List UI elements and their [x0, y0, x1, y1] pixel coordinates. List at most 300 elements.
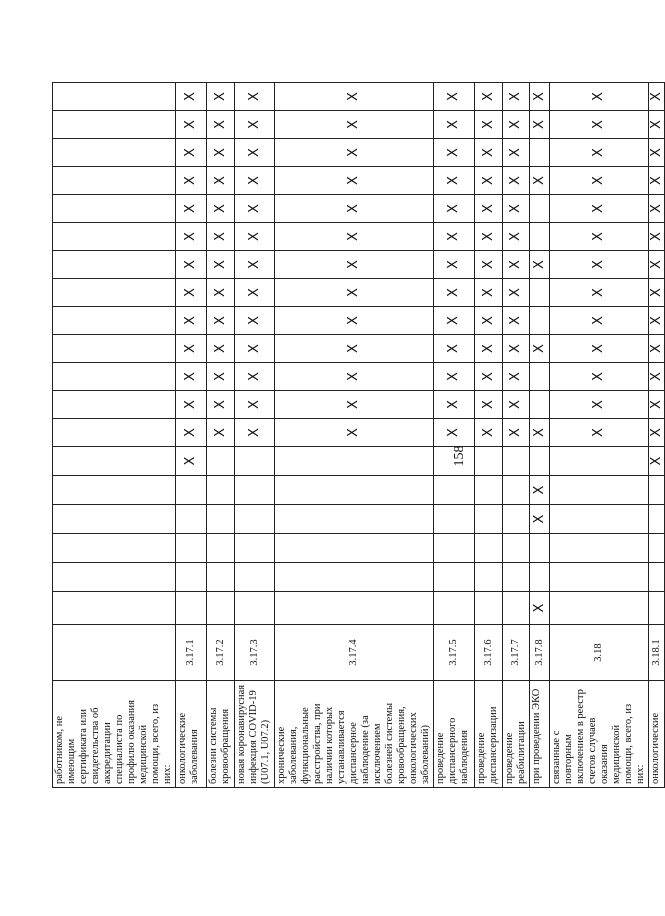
x-mark: X — [346, 344, 361, 353]
x-mark: X — [508, 232, 523, 241]
mark-cell — [176, 83, 207, 111]
x-mark: X — [212, 260, 228, 269]
mark-cell — [53, 363, 176, 391]
mark-cell — [434, 167, 475, 195]
x-mark: X — [446, 344, 461, 353]
mark-cell — [434, 447, 475, 476]
x-mark: X — [212, 288, 228, 297]
x-mark: X — [480, 92, 496, 101]
mark-cell — [550, 592, 649, 625]
mark-cell — [530, 563, 550, 592]
mark-cell — [275, 447, 434, 476]
mark-cell — [207, 251, 235, 279]
x-mark: X — [480, 288, 496, 297]
mark-cell — [649, 139, 665, 167]
mark-cell — [176, 476, 207, 505]
row-code: 3.17.7 — [503, 625, 530, 681]
x-mark: X — [480, 232, 496, 241]
x-mark: X — [648, 456, 664, 466]
mark-cell — [235, 563, 275, 592]
mark-cell — [275, 139, 434, 167]
mark-cell — [649, 307, 665, 335]
mark-cell — [550, 83, 649, 111]
x-mark: X — [446, 92, 461, 101]
x-mark: X — [508, 288, 523, 297]
mark-cell — [53, 563, 176, 592]
x-mark: X — [246, 428, 262, 437]
mark-cell — [530, 505, 550, 534]
x-mark: X — [591, 92, 606, 101]
x-mark: X — [531, 514, 547, 524]
x-mark: X — [508, 400, 523, 409]
x-mark: X — [346, 120, 361, 129]
x-mark: X — [508, 204, 523, 213]
x-mark: X — [591, 344, 606, 353]
x-mark: X — [446, 428, 461, 437]
x-mark: X — [183, 260, 198, 269]
mark-cell — [530, 223, 550, 251]
mark-cell — [275, 476, 434, 505]
x-mark: X — [183, 204, 198, 213]
x-mark: X — [648, 204, 664, 213]
x-mark: X — [446, 176, 461, 185]
mark-cell — [275, 505, 434, 534]
mark-cell — [475, 335, 503, 363]
x-mark: X — [183, 316, 198, 325]
x-mark: X — [480, 176, 496, 185]
table-row — [550, 83, 649, 788]
table-row — [235, 83, 275, 788]
x-mark: X — [480, 428, 496, 437]
x-mark: X — [508, 92, 523, 101]
mark-cell — [53, 419, 176, 447]
mark-cell — [503, 139, 530, 167]
mark-cell — [434, 307, 475, 335]
x-mark: X — [246, 148, 262, 157]
mark-cell — [649, 563, 665, 592]
mark-cell — [503, 223, 530, 251]
mark-cell — [503, 447, 530, 476]
x-mark: X — [591, 372, 606, 381]
mark-cell — [275, 335, 434, 363]
mark-cell — [235, 447, 275, 476]
mark-cell — [176, 563, 207, 592]
mark-cell — [550, 307, 649, 335]
mark-cell — [530, 447, 550, 476]
mark-cell — [207, 563, 235, 592]
row-code: 3.18 — [550, 625, 649, 681]
x-mark: X — [591, 148, 606, 157]
mark-cell — [53, 279, 176, 307]
mark-cell — [475, 563, 503, 592]
page-number: 158 — [452, 445, 467, 467]
mark-cell — [434, 251, 475, 279]
mark-cell — [207, 83, 235, 111]
x-mark: X — [648, 316, 664, 325]
mark-cell — [275, 195, 434, 223]
row-name: новая коронавирусная инфекция COVID-19 (U07.1, U07.2) — [235, 681, 275, 788]
mark-cell — [550, 505, 649, 534]
x-mark: X — [591, 428, 606, 437]
x-mark: X — [212, 232, 228, 241]
table-row — [434, 83, 475, 788]
mark-cell — [503, 83, 530, 111]
mark-cell — [475, 307, 503, 335]
mark-cell — [434, 279, 475, 307]
row-code: 3.17.6 — [475, 625, 503, 681]
mark-cell — [176, 363, 207, 391]
row-name: проведение диспансеризации — [475, 681, 503, 788]
mark-cell — [176, 534, 207, 563]
mark-cell — [530, 111, 550, 139]
x-mark: X — [183, 344, 198, 353]
mark-cell — [649, 419, 665, 447]
row-name: болезни системы кровообращения — [207, 681, 235, 788]
mark-cell — [475, 111, 503, 139]
mark-cell — [235, 195, 275, 223]
x-mark: X — [246, 92, 262, 101]
x-mark: X — [183, 288, 198, 297]
x-mark: X — [648, 400, 664, 409]
x-mark: X — [346, 176, 361, 185]
x-mark: X — [591, 260, 606, 269]
mark-cell — [550, 534, 649, 563]
x-mark: X — [531, 176, 547, 185]
row-code: 3.17.5 — [434, 625, 475, 681]
x-mark: X — [346, 428, 361, 437]
mark-cell — [207, 279, 235, 307]
mark-cell — [649, 279, 665, 307]
mark-cell — [235, 83, 275, 111]
x-mark: X — [212, 204, 228, 213]
mark-cell — [434, 391, 475, 419]
mark-cell — [475, 447, 503, 476]
mark-cell — [235, 167, 275, 195]
table-row — [176, 83, 207, 788]
mark-cell — [235, 363, 275, 391]
mark-cell — [530, 139, 550, 167]
x-mark: X — [183, 400, 198, 409]
x-mark: X — [508, 260, 523, 269]
x-mark: X — [212, 372, 228, 381]
mark-cell — [530, 251, 550, 279]
mark-cell — [235, 111, 275, 139]
x-mark: X — [531, 485, 547, 495]
x-mark: X — [246, 176, 262, 185]
mark-cell — [434, 563, 475, 592]
mark-cell — [530, 167, 550, 195]
table-row — [649, 83, 665, 788]
mark-cell — [207, 307, 235, 335]
x-mark: X — [246, 232, 262, 241]
mark-cell — [235, 476, 275, 505]
x-mark: X — [183, 148, 198, 157]
mark-cell — [275, 167, 434, 195]
mark-cell — [275, 391, 434, 419]
mark-cell — [550, 167, 649, 195]
mark-cell — [530, 363, 550, 391]
mark-cell — [53, 307, 176, 335]
mark-cell — [530, 391, 550, 419]
x-mark: X — [183, 428, 198, 437]
mark-cell — [649, 167, 665, 195]
mark-cell — [53, 447, 176, 476]
row-code — [53, 625, 176, 681]
data-table — [52, 82, 665, 788]
mark-cell — [475, 419, 503, 447]
mark-cell — [550, 363, 649, 391]
row-name: проведение диспансерного наблюдения — [434, 681, 475, 788]
x-mark: X — [480, 316, 496, 325]
x-mark: X — [648, 260, 664, 269]
x-mark: X — [346, 372, 361, 381]
x-mark: X — [212, 428, 228, 437]
x-mark: X — [446, 288, 461, 297]
mark-cell — [176, 447, 207, 476]
mark-cell — [176, 139, 207, 167]
x-mark: X — [591, 400, 606, 409]
mark-cell — [53, 335, 176, 363]
x-mark: X — [346, 92, 361, 101]
mark-cell — [176, 279, 207, 307]
mark-cell — [434, 111, 475, 139]
x-mark: X — [591, 176, 606, 185]
x-mark: X — [531, 120, 547, 129]
mark-cell — [207, 167, 235, 195]
mark-cell — [475, 534, 503, 563]
x-mark: X — [246, 120, 262, 129]
mark-cell — [550, 139, 649, 167]
mark-cell — [176, 307, 207, 335]
mark-cell — [434, 83, 475, 111]
row-code: 3.17.3 — [235, 625, 275, 681]
x-mark: X — [508, 148, 523, 157]
x-mark: X — [648, 148, 664, 157]
row-code: 3.17.4 — [275, 625, 434, 681]
mark-cell — [176, 111, 207, 139]
x-mark: X — [346, 232, 361, 241]
mark-cell — [275, 83, 434, 111]
x-mark: X — [246, 204, 262, 213]
mark-cell — [434, 534, 475, 563]
mark-cell — [530, 335, 550, 363]
mark-cell — [503, 505, 530, 534]
mark-cell — [550, 335, 649, 363]
x-mark: X — [591, 232, 606, 241]
mark-cell — [207, 111, 235, 139]
x-mark: X — [480, 120, 496, 129]
mark-cell — [550, 111, 649, 139]
mark-cell — [649, 223, 665, 251]
mark-cell — [176, 251, 207, 279]
row-name: при проведении ЭКО — [530, 681, 550, 788]
mark-cell — [475, 592, 503, 625]
x-mark: X — [591, 288, 606, 297]
mark-cell — [275, 534, 434, 563]
mark-cell — [53, 592, 176, 625]
mark-cell — [550, 391, 649, 419]
mark-cell — [649, 251, 665, 279]
x-mark: X — [648, 92, 664, 101]
mark-cell — [275, 363, 434, 391]
x-mark: X — [648, 120, 664, 129]
row-code: 3.18.1 — [649, 625, 665, 681]
mark-cell — [530, 534, 550, 563]
mark-cell — [530, 419, 550, 447]
mark-cell — [550, 419, 649, 447]
mark-cell — [275, 279, 434, 307]
mark-cell — [530, 307, 550, 335]
x-mark: X — [246, 288, 262, 297]
mark-cell — [550, 223, 649, 251]
mark-cell — [503, 363, 530, 391]
x-mark: X — [648, 344, 664, 353]
mark-cell — [235, 505, 275, 534]
mark-cell — [434, 223, 475, 251]
x-mark: X — [508, 316, 523, 325]
mark-cell — [53, 195, 176, 223]
mark-cell — [434, 592, 475, 625]
mark-cell — [235, 251, 275, 279]
mark-cell — [176, 195, 207, 223]
row-name: хронические заболевания, функциональные расстройства, при наличии которых устанавливается диспансерное наблюдение (за исключением болезней системы кровообращения, онкологических заболеваний) — [275, 681, 434, 788]
x-mark: X — [446, 148, 461, 157]
x-mark: X — [508, 344, 523, 353]
x-mark: X — [212, 176, 228, 185]
mark-cell — [530, 195, 550, 223]
mark-cell — [503, 279, 530, 307]
mark-cell — [649, 363, 665, 391]
mark-cell — [434, 505, 475, 534]
mark-cell — [176, 223, 207, 251]
x-mark: X — [480, 204, 496, 213]
mark-cell — [176, 419, 207, 447]
x-mark: X — [183, 176, 198, 185]
mark-cell — [207, 447, 235, 476]
mark-cell — [649, 335, 665, 363]
mark-cell — [503, 111, 530, 139]
mark-cell — [207, 335, 235, 363]
x-mark: X — [480, 344, 496, 353]
x-mark: X — [648, 232, 664, 241]
mark-cell — [503, 534, 530, 563]
mark-cell — [275, 223, 434, 251]
x-mark: X — [212, 344, 228, 353]
row-name: связанные с повторным включением в реестр счетов случаев оказания медицинской помощи, всего, из них: — [550, 681, 649, 788]
mark-cell — [176, 391, 207, 419]
row-name: проведение реабилитации — [503, 681, 530, 788]
x-mark: X — [246, 260, 262, 269]
mark-cell — [207, 195, 235, 223]
mark-cell — [475, 167, 503, 195]
mark-cell — [207, 363, 235, 391]
x-mark: X — [346, 260, 361, 269]
mark-cell — [530, 476, 550, 505]
mark-cell — [503, 335, 530, 363]
mark-cell — [550, 447, 649, 476]
x-mark: X — [246, 372, 262, 381]
mark-cell — [434, 363, 475, 391]
mark-cell — [475, 83, 503, 111]
mark-cell — [275, 592, 434, 625]
x-mark: X — [446, 204, 461, 213]
mark-cell — [53, 83, 176, 111]
mark-cell — [503, 391, 530, 419]
mark-cell — [275, 419, 434, 447]
x-mark: X — [591, 120, 606, 129]
table-row — [53, 83, 176, 788]
mark-cell — [503, 592, 530, 625]
x-mark: X — [246, 316, 262, 325]
mark-cell — [503, 419, 530, 447]
mark-cell — [176, 592, 207, 625]
mark-cell — [53, 534, 176, 563]
x-mark: X — [183, 232, 198, 241]
mark-cell — [475, 279, 503, 307]
mark-cell — [503, 167, 530, 195]
x-mark: X — [648, 176, 664, 185]
x-mark: X — [183, 372, 198, 381]
table-row — [503, 83, 530, 788]
mark-cell — [550, 476, 649, 505]
mark-cell — [207, 534, 235, 563]
mark-cell — [176, 505, 207, 534]
mark-cell — [649, 505, 665, 534]
mark-cell — [475, 195, 503, 223]
x-mark: X — [531, 92, 547, 101]
x-mark: X — [531, 428, 547, 437]
mark-cell — [53, 223, 176, 251]
table-row — [530, 83, 550, 788]
mark-cell — [550, 195, 649, 223]
mark-cell — [434, 195, 475, 223]
x-mark: X — [446, 372, 461, 381]
mark-cell — [649, 83, 665, 111]
x-mark: X — [480, 372, 496, 381]
mark-cell — [235, 534, 275, 563]
table-row — [475, 83, 503, 788]
x-mark: X — [446, 120, 461, 129]
mark-cell — [53, 111, 176, 139]
mark-cell — [207, 391, 235, 419]
row-name: работником, не имеющим сертификата или свидетельства об аккредитации специалиста по профилю оказания медицинской помощи, всего, из них: — [53, 681, 176, 788]
mark-cell — [475, 251, 503, 279]
mark-cell — [207, 419, 235, 447]
x-mark: X — [591, 316, 606, 325]
x-mark: X — [212, 92, 228, 101]
mark-cell — [176, 167, 207, 195]
mark-cell — [235, 223, 275, 251]
mark-cell — [434, 335, 475, 363]
x-mark: X — [480, 148, 496, 157]
mark-cell — [53, 476, 176, 505]
mark-cell — [649, 534, 665, 563]
mark-cell — [530, 279, 550, 307]
table-row — [275, 83, 434, 788]
mark-cell — [235, 279, 275, 307]
x-mark: X — [446, 400, 461, 409]
row-name: онкологические — [649, 681, 665, 788]
x-mark: X — [508, 372, 523, 381]
mark-cell — [649, 111, 665, 139]
mark-cell — [649, 391, 665, 419]
x-mark: X — [212, 120, 228, 129]
x-mark: X — [508, 428, 523, 437]
x-mark: X — [346, 148, 361, 157]
x-mark: X — [212, 316, 228, 325]
mark-cell — [275, 563, 434, 592]
x-mark: X — [183, 92, 198, 101]
